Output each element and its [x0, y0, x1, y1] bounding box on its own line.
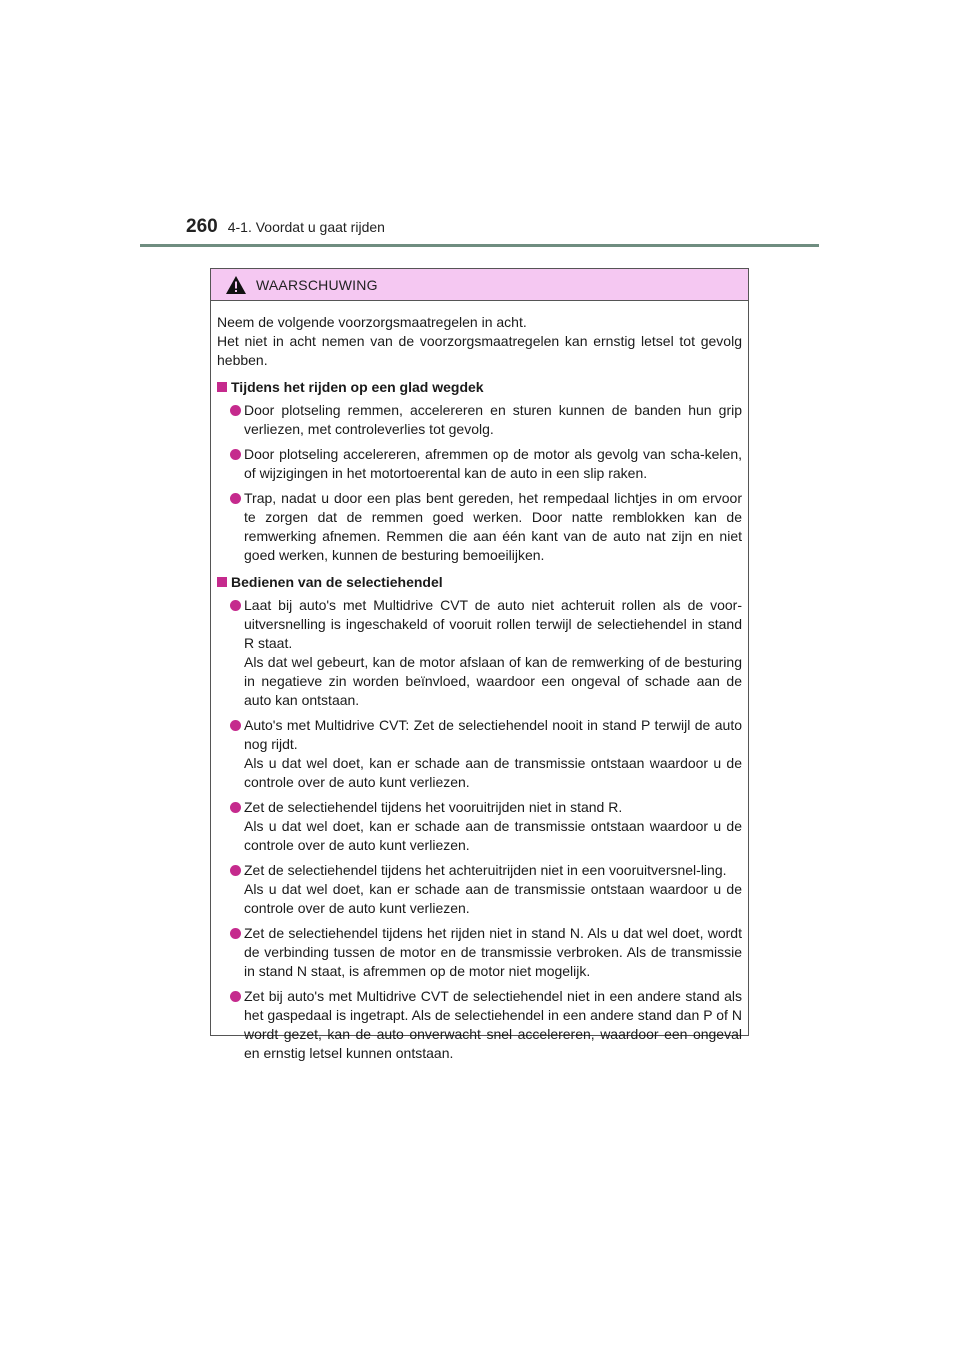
list-item-text: Zet bij auto's met Multidrive CVT de selectiehendel niet in een andere stand als het gaspedaal is ingetrapt. Als de selectiehendel in een andere stand dan P of N wordt gezet, kan de auto onverwacht snel accelereren, waardoor een ongeval en ernstig letsel kunnen ontstaan.	[244, 988, 742, 1061]
list-item	[217, 861, 742, 918]
section-heading	[217, 573, 742, 592]
section-heading-text: Tijdens het rijden op een glad wegdek	[231, 379, 484, 395]
list-item-text: Auto's met Multidrive CVT: Zet de selectiehendel nooit in stand P terwijl de auto nog rijdt.	[244, 717, 742, 752]
list-item-text: Zet de selectiehendel tijdens het achteruitrijden niet in een vooruitversnel-ling.	[244, 862, 727, 878]
section-heading-text: Bedienen van de selectiehendel	[231, 574, 443, 590]
round-bullet-icon	[230, 493, 241, 504]
warning-box	[210, 268, 749, 1061]
list-item-text: Als u dat wel doet, kan er schade aan de transmissie ontstaan waardoor u de controle over de auto kunt verliezen.	[244, 818, 742, 853]
section-heading	[217, 378, 742, 397]
list-item	[217, 445, 742, 483]
list-item-text: Als dat wel gebeurt, kan de motor afslaan of kan de remwerking of de besturing in negatieve zin worden beïnvloed, waardoor een ongeval of schade aan de auto kan ontstaan.	[244, 654, 742, 708]
round-bullet-icon	[230, 865, 241, 876]
list-item-text: Als u dat wel doet, kan er schade aan de transmissie ontstaan waardoor u de controle over de auto kunt verliezen.	[244, 755, 742, 790]
list-item-text: Zet de selectiehendel tijdens het rijden niet in stand N. Als u dat wel doet, wordt de verbinding tussen de motor en de transmissie verbroken. Als de transmissie in stand N staat, is afremmen op de motor niet mogelijk.	[244, 925, 742, 979]
list-item	[217, 716, 742, 792]
intro-line: Het niet in acht nemen van de voorzorgsmaatregelen kan ernstig letsel tot gevolg hebben.	[217, 333, 742, 368]
warning-header	[211, 269, 748, 301]
list-item-text: Trap, nadat u door een plas bent gereden, het rempedaal lichtjes in om ervoor te zorgen dat de remmen goed werken. Door natte remblokken kan de remwerking afnemen. Remmen die aan één kant van de auto nat zijn en niet goed werken, kunnen de besturing bemoeilijken.	[244, 490, 742, 563]
list-item	[217, 596, 742, 710]
round-bullet-icon	[230, 928, 241, 939]
section-selector-lever	[217, 573, 742, 1063]
list-item-text: Door plotseling remmen, accelereren en sturen kunnen de banden hun grip verliezen, met controleverlies tot gevolg.	[244, 402, 742, 437]
warning-title: WAARSCHUWING	[256, 276, 378, 293]
warning-intro	[217, 313, 742, 370]
round-bullet-icon	[230, 802, 241, 813]
page-number: 260	[186, 216, 218, 237]
list-item-text: Zet de selectiehendel tijdens het vooruitrijden niet in stand R.	[244, 799, 623, 815]
list-item-text: Als u dat wel doet, kan er schade aan de transmissie ontstaan waardoor u de controle over de auto kunt verliezen.	[244, 881, 742, 916]
round-bullet-icon	[230, 991, 241, 1002]
round-bullet-icon	[230, 405, 241, 416]
list-item	[217, 489, 742, 565]
section-slippery-road	[217, 378, 742, 565]
list-item	[217, 798, 742, 855]
list-item	[217, 401, 742, 439]
list-item	[217, 987, 742, 1063]
round-bullet-icon	[230, 600, 241, 611]
list-item-text: Laat bij auto's met Multidrive CVT de auto niet achteruit rollen als de voor-uitversnelling is ingeschakeld of vooruit rollen terwijl de selectiehendel in stand R staat.	[244, 597, 742, 651]
page-header	[186, 216, 385, 246]
list-item-text: Door plotseling accelereren, afremmen op de motor als gevolg van scha-kelen, of wijzigingen in het motortoerental kan de auto in een slip raken.	[244, 446, 742, 481]
intro-line: Neem de volgende voorzorgsmaatregelen in acht.	[217, 314, 527, 330]
warning-triangle-icon	[225, 275, 247, 295]
section-title: 4-1. Voordat u gaat rijden	[227, 219, 385, 235]
round-bullet-icon	[230, 449, 241, 460]
round-bullet-icon	[230, 720, 241, 731]
square-bullet-icon	[217, 382, 227, 392]
header-rule	[140, 244, 819, 247]
warning-body	[211, 301, 748, 1063]
list-item	[217, 924, 742, 981]
square-bullet-icon	[217, 577, 227, 587]
